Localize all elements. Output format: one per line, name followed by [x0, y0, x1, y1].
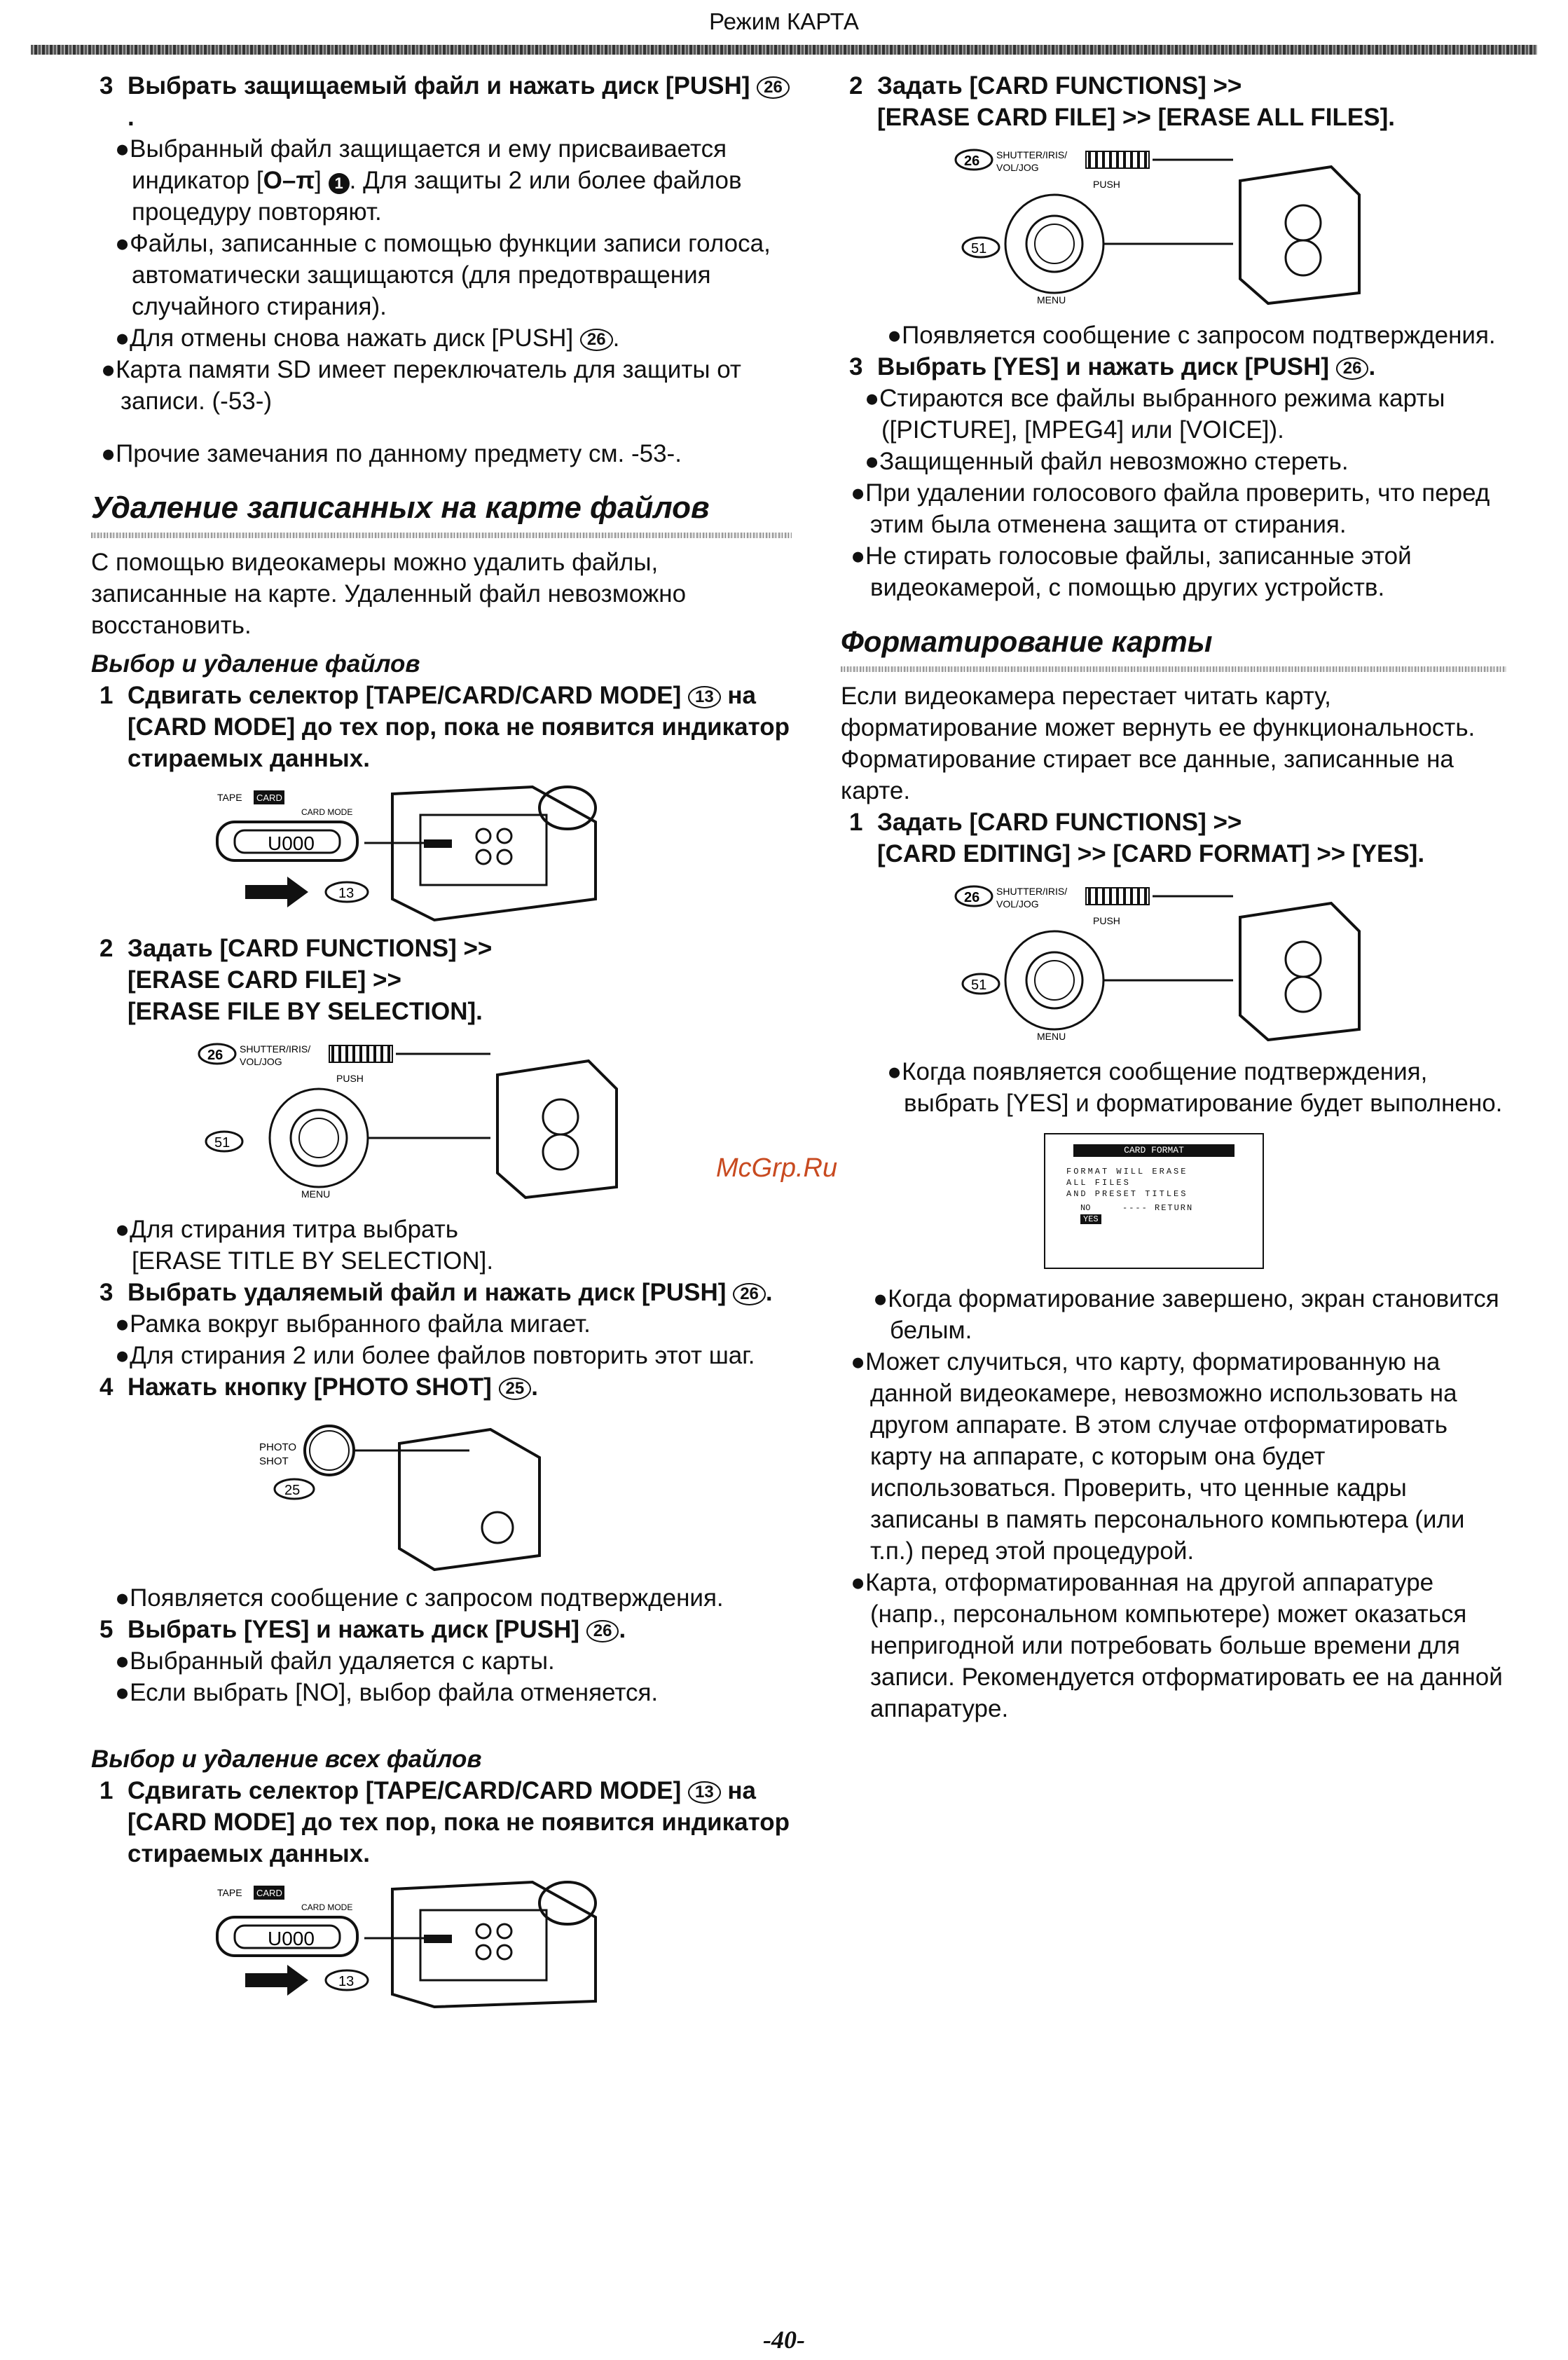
step-2-menu: 2 Задать [CARD FUNCTIONS] >> [ERASE CARD FILE] >> [ERASE FILE BY SELECTION]. [99, 935, 493, 1025]
step-5-confirm: 5 Выбрать [YES] и нажать диск [PUSH] 26 . [99, 1616, 626, 1643]
screen-option-no: NO [1080, 1203, 1091, 1213]
screen-line-1: FORMAT WILL ERASE [1066, 1167, 1188, 1176]
svg-text:U000: U000 [268, 832, 315, 854]
bullet: ●Файлы, записанные с помощью функции записи голоса, автоматически защищаются (для предотвращения случайного стирания). [115, 230, 771, 320]
bullet: ●Для стирания титра выбрать [ERASE TITLE BY SELECTION]. [115, 1216, 494, 1275]
watermark: McGrp.Ru [716, 1153, 838, 1183]
bullet: ●Не стирать голосовые файлы, записанные этой видеокамерой, с помощью других устройств. [851, 542, 1412, 601]
step-4-photo-shot: 4 Нажать кнопку [PHOTO SHOT] 25 . [99, 1373, 538, 1401]
bullet: ●Может случиться, что карту, форматированную на данной видеокамере, невозможно использовать на другом аппарате. В этом случае отформатировать карту на аппарате, с которым она будет использоваться. Проверить, что ценные кадры записаны в память персонального компьютера (или т.п.) перед этой процедурой. [851, 1348, 1465, 1565]
svg-text:SHUTTER/IRIS/: SHUTTER/IRIS/ [996, 149, 1068, 160]
bullet: ●Для стирания 2 или более файлов повторить этот шаг. [115, 1342, 755, 1369]
svg-text:13: 13 [338, 1974, 355, 1989]
svg-text:SHUTTER/IRIS/: SHUTTER/IRIS/ [240, 1043, 311, 1055]
screen-line-3: AND PRESET TITLES [1066, 1189, 1188, 1199]
jog-figure [196, 1033, 757, 1208]
svg-text:PUSH: PUSH [1093, 179, 1120, 190]
svg-text:MENU: MENU [1037, 1031, 1066, 1042]
bullet: ●Появляется сообщение с запросом подтверждения. [887, 322, 1496, 349]
svg-text:CARD MODE: CARD MODE [301, 807, 353, 817]
svg-text:VOL/JOG: VOL/JOG [240, 1056, 282, 1067]
bullet: ●Карта, отформатированная на другой аппаратуре (напр., персональном компьютере) может оказаться непригодной или потребовать больше времени для записи. Рекомендуется отформатировать ее на данной аппаратуре. [851, 1569, 1503, 1722]
bullet: ●Прочие замечания по данному предмету см. -53-. [101, 440, 682, 467]
svg-text:51: 51 [971, 241, 987, 256]
bullet: ●Карта памяти SD имеет переключатель для защиты от записи. (-53-) [101, 356, 741, 415]
page-header: Режим КАРТА [709, 8, 859, 34]
intro-text-format: Если видеокамера перестает читать карту, форматирование может вернуть ее функциональность. Форматирование стирает все данные, записанные на карте. [841, 682, 1476, 804]
bullet: ●Когда форматирование завершено, экран становится белым. [873, 1285, 1499, 1344]
svg-text:51: 51 [971, 977, 987, 993]
page-number: -40- [763, 2326, 805, 2354]
svg-text:MENU: MENU [301, 1188, 331, 1200]
svg-text:13: 13 [338, 886, 355, 901]
bullet: ●Если выбрать [NO], выбор файла отменяется. [115, 1679, 659, 1706]
svg-text:PHOTO: PHOTO [259, 1441, 297, 1453]
selector-figure [203, 780, 778, 927]
svg-text:25: 25 [284, 1483, 301, 1498]
bullet: ●Рамка вокруг выбранного файла мигает. [115, 1310, 591, 1338]
jog-figure-right [953, 139, 1401, 314]
step-1-format: 1 Задать [CARD FUNCTIONS] >> [CARD EDITING] >> [CARD FORMAT] >> [YES]. [849, 809, 1425, 867]
protect-key-icon: O–π [263, 167, 315, 194]
bullet: ●Стираются все файлы выбранного режима карты ([PICTURE], [MPEG4] или [VOICE]). [865, 385, 1445, 444]
subsection-title-all: Выбор и удаление всех файлов [91, 1745, 482, 1773]
step-3-yes: 3 Выбрать [YES] и нажать диск [PUSH] 26 . [849, 353, 1376, 380]
svg-text:26: 26 [964, 153, 980, 169]
svg-text:VOL/JOG: VOL/JOG [996, 898, 1039, 910]
svg-text:CARD: CARD [256, 793, 282, 803]
subsection-title-select: Выбор и удаление файлов [91, 650, 420, 678]
bullet: ●Когда появляется сообщение подтверждения, выбрать [YES] и форматирование будет выполнено. [887, 1058, 1503, 1117]
svg-text:SHUTTER/IRIS/: SHUTTER/IRIS/ [996, 886, 1068, 897]
screen-line-2: ALL FILES [1066, 1178, 1131, 1188]
header-rule [31, 45, 1537, 55]
svg-text:PUSH: PUSH [1093, 915, 1120, 926]
format-screen [1044, 1133, 1264, 1269]
section-title-format: Форматирование карты [841, 625, 1213, 658]
step-1-select: 1 Сдвигать селектор [TAPE/CARD/CARD MODE] 13 на [CARD MODE] до тех пор, пока не появится индикатор стираемых данных. [99, 682, 790, 772]
svg-text:TAPE: TAPE [217, 1887, 242, 1898]
svg-text:PUSH: PUSH [336, 1073, 364, 1084]
left-column [91, 70, 792, 2014]
step-2-erase-all: 2 Задать [CARD FUNCTIONS] >> [ERASE CARD FILE] >> [ERASE ALL FILES]. [849, 72, 1395, 131]
svg-text:51: 51 [214, 1135, 231, 1151]
bullet: ●Появляется сообщение с запросом подтверждения. [115, 1584, 724, 1612]
step-3-protect: 3 Выбрать защищаемый файл и нажать диск [PUSH] 26. [91, 70, 792, 133]
photo-shot-figure [259, 1408, 680, 1577]
bullet: ●Для отмены снова нажать диск [PUSH] 26 . [115, 324, 620, 352]
selector-figure-2 [203, 1875, 778, 2008]
section-title-delete: Удаление записанных на карте файлов [91, 490, 710, 525]
section-rule [91, 533, 792, 538]
svg-text:26: 26 [964, 890, 980, 905]
svg-text:SHOT: SHOT [259, 1455, 289, 1467]
svg-text:CARD: CARD [256, 1888, 282, 1898]
right-column [841, 70, 1506, 1724]
svg-text:26: 26 [207, 1048, 223, 1063]
marker-1-icon: 1 [329, 173, 350, 194]
svg-text:CARD MODE: CARD MODE [301, 1902, 353, 1912]
jog-figure-format [953, 875, 1401, 1050]
step-3-select-file: 3 Выбрать удаляемый файл и нажать диск [PUSH] 26 . [99, 1279, 773, 1306]
svg-text:TAPE: TAPE [217, 792, 242, 803]
bullet: ●Защищенный файл невозможно стереть. [865, 448, 1349, 475]
bullet: ●Выбранный файл защищается и ему присваивается индикатор [O–π] 1 . Для защиты 2 или более файлов процедуру повторяют. [115, 135, 742, 226]
step-1-select-all: 1 Сдвигать селектор [TAPE/CARD/CARD MODE] 13 на [CARD MODE] до тех пор, пока не появится индикатор стираемых данных. [99, 1777, 790, 1867]
svg-text:VOL/JOG: VOL/JOG [996, 162, 1039, 173]
svg-text:MENU: MENU [1037, 294, 1066, 306]
bullet: ●При удалении голосового файла проверить, что перед этим была отменена защита от стирания. [851, 479, 1490, 538]
screen-option-yes: YES [1080, 1214, 1101, 1224]
svg-text:U000: U000 [268, 1928, 315, 1949]
screen-return: ---- RETURN [1122, 1203, 1194, 1213]
intro-text: С помощью видеокамеры можно удалить файлы, записанные на карте. Удаленный файл невозможно восстановить. [91, 549, 687, 639]
section-rule [841, 666, 1506, 672]
bullet: ●Выбранный файл удаляется с карты. [115, 1647, 555, 1675]
screen-title: CARD FORMAT [1073, 1144, 1235, 1157]
